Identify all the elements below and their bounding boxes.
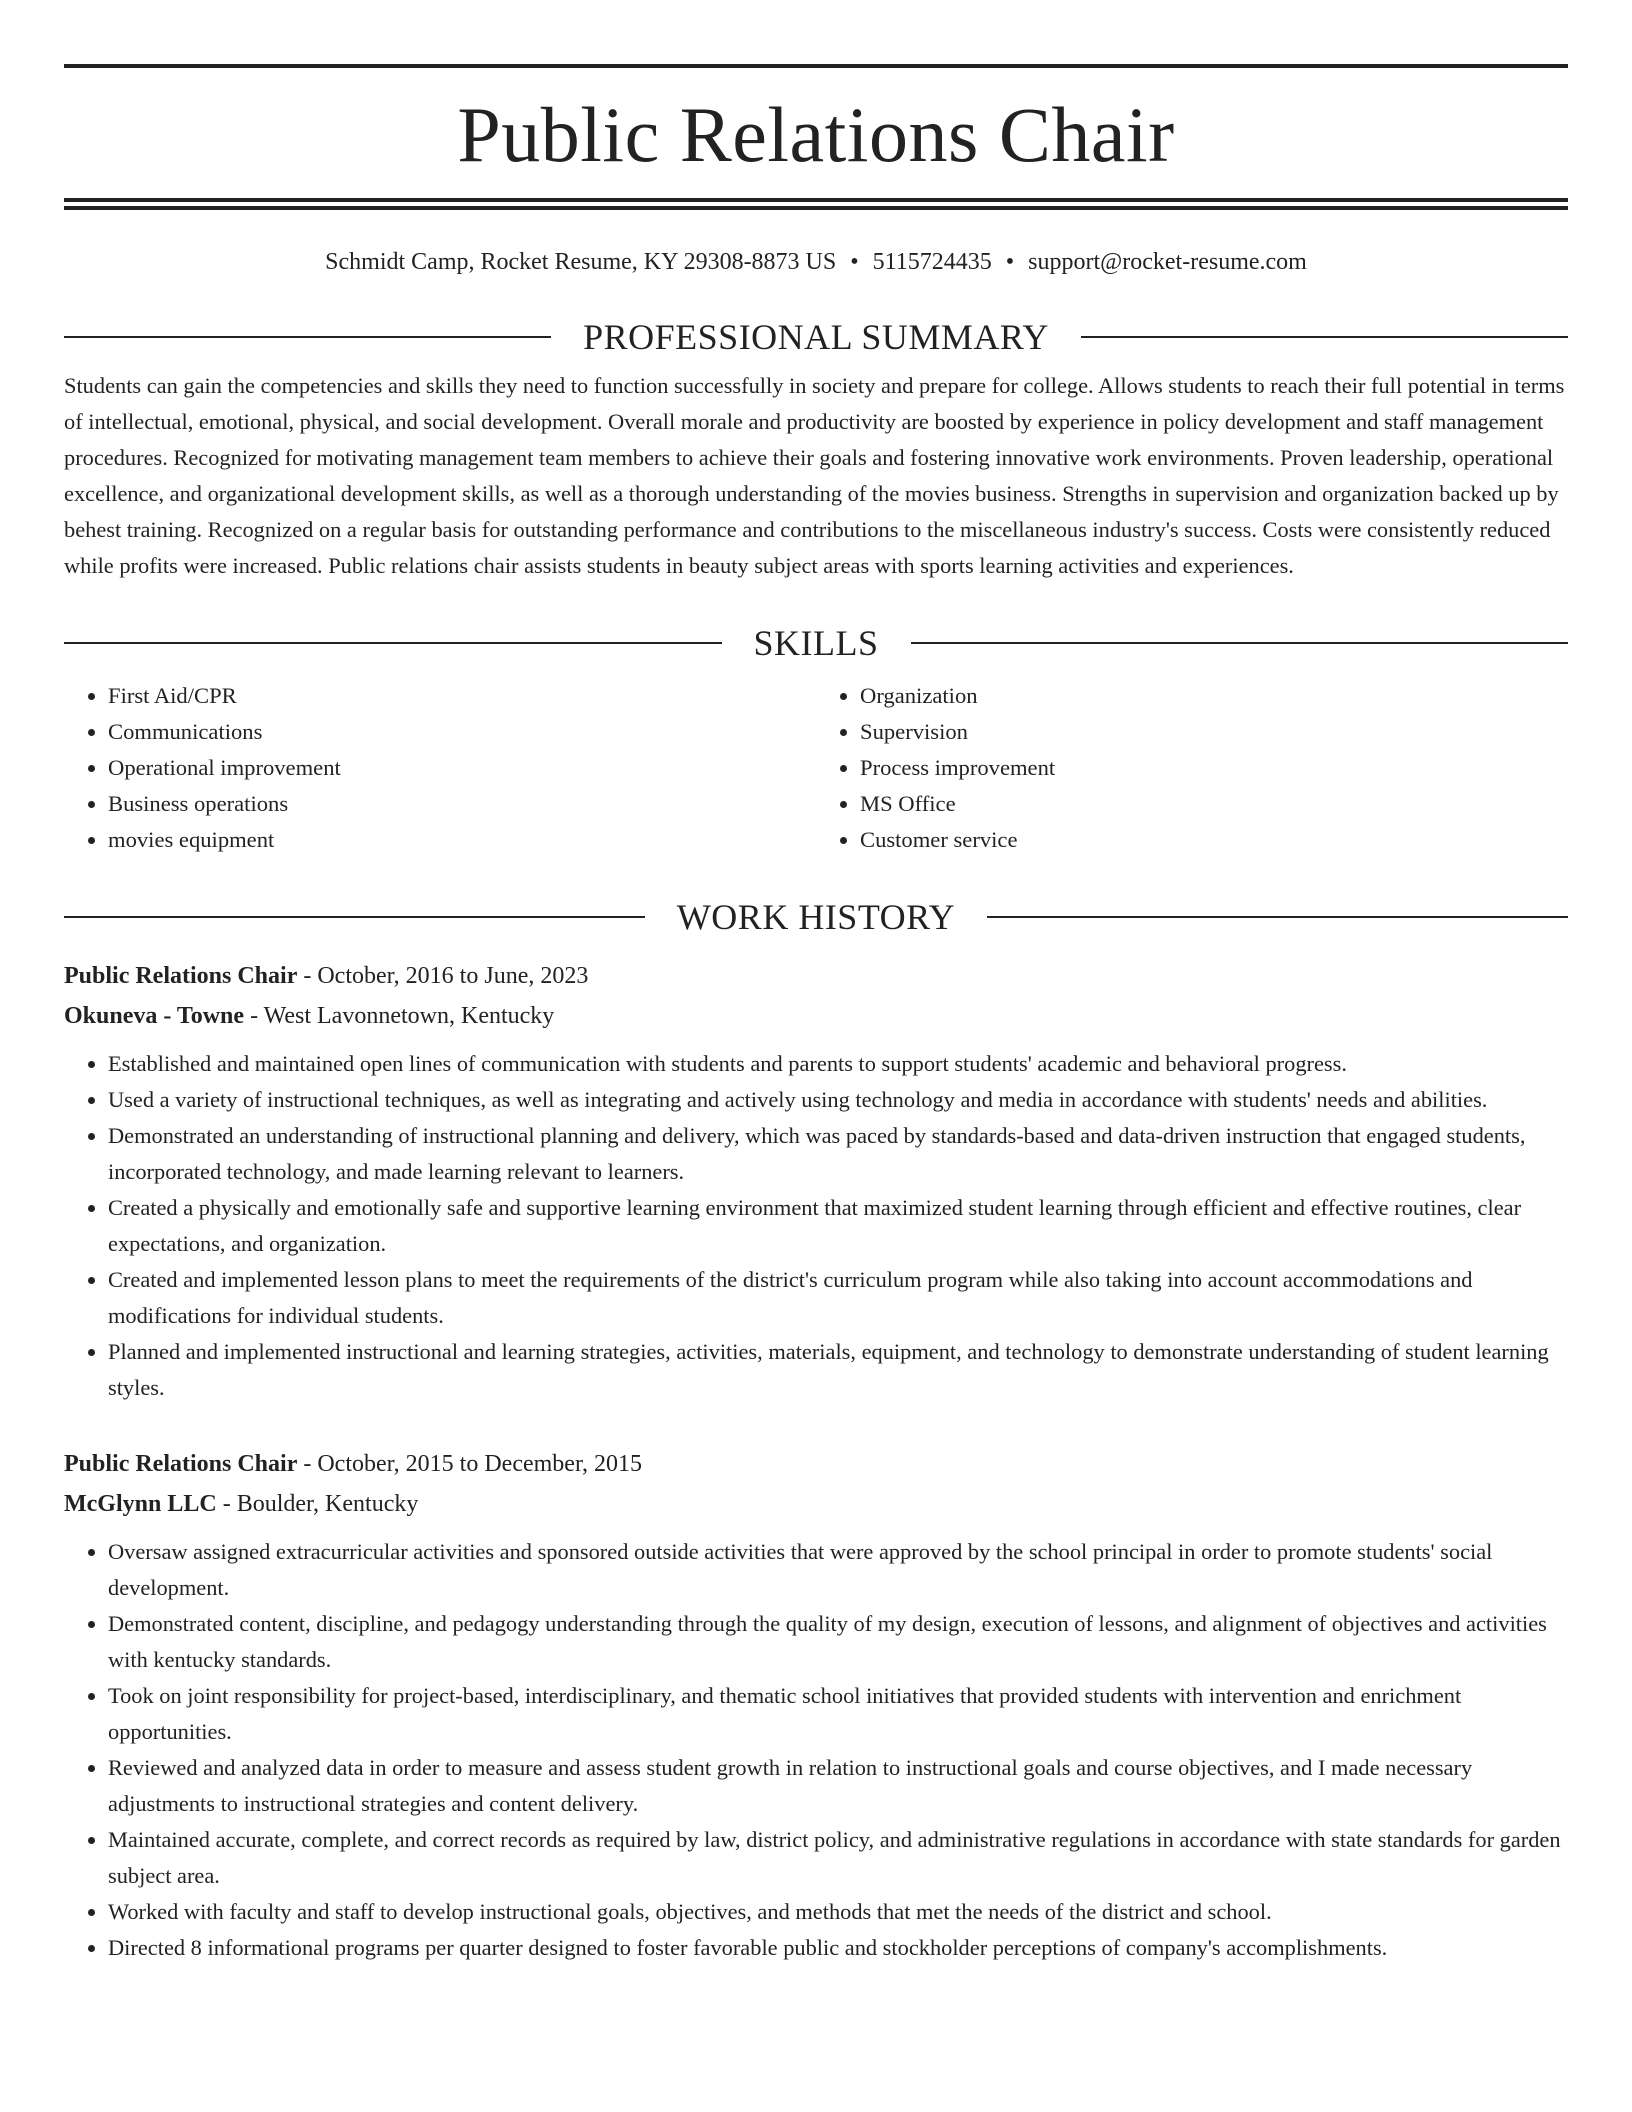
job-dates: October, 2016 to June, 2023 — [317, 963, 589, 989]
job-entry — [64, 956, 1568, 1406]
skill-item: • Organization — [860, 678, 1568, 714]
job-bullet: • Created and implemented lesson plans to meet the requirements of the district's curriculum program while also taking into account accommodations and modifications for individual students. — [108, 1262, 1568, 1334]
skill-item: • movies equipment — [108, 822, 816, 858]
job-bullet: • Reviewed and analyzed data in order to measure and assess student growth in relation to instructional goals and course objectives, and I made necessary adjustments to instructional strategies and content delivery. — [108, 1750, 1568, 1822]
job-bullets — [64, 1534, 1568, 1966]
section-title: SKILLS — [753, 623, 879, 663]
work-history-heading — [64, 896, 1568, 938]
skill-item: • Business operations — [108, 786, 816, 822]
job-bullet: • Oversaw assigned extracurricular activities and sponsored outside activities that were approved by the school principal in order to promote students' social development. — [108, 1534, 1568, 1606]
job-title: Public Relations Chair — [64, 1451, 298, 1477]
section-title: PROFESSIONAL SUMMARY — [583, 317, 1049, 357]
skill-item: • Process improvement — [860, 750, 1568, 786]
job-bullet: • Demonstrated an understanding of instructional planning and delivery, which was paced by standards-based and data-driven instruction that engaged students, incorporated technology, and made learning relevant to learners. — [108, 1118, 1568, 1190]
heading-rule-right — [1081, 336, 1568, 338]
skill-item: • Customer service — [860, 822, 1568, 858]
contact-line — [64, 246, 1568, 278]
job-company-line: McGlynn LLC - Boulder, Kentucky — [64, 1491, 419, 1517]
heading-rule-left — [64, 916, 645, 918]
contact-phone: 5115724435 — [872, 249, 992, 275]
job-bullet: • Took on joint responsibility for project-based, interdisciplinary, and thematic school initiatives that provided students with intervention and enrichment opportunities. — [108, 1678, 1568, 1750]
double-rule — [64, 198, 1568, 210]
job-bullet: • Worked with faculty and staff to develop instructional goals, objectives, and methods that met the needs of the district and school. — [108, 1894, 1568, 1930]
job-title: Public Relations Chair — [64, 963, 298, 989]
heading-rule-right — [987, 916, 1568, 918]
job-bullets — [64, 1046, 1568, 1406]
job-bullet: • Created a physically and emotionally safe and supportive learning environment that maximized student learning through efficient and effective routines, clear expectations, and organization. — [108, 1190, 1568, 1262]
heading-rule-left — [64, 642, 722, 644]
job-title-line: Public Relations Chair - October, 2015 to December, 2015 — [64, 1451, 642, 1477]
summary-heading — [64, 316, 1568, 358]
job-bullet: • Maintained accurate, complete, and correct records as required by law, district policy, and administrative regulations in accordance with state standards for garden subject area. — [108, 1822, 1568, 1894]
skill-item: • Communications — [108, 714, 816, 750]
skill-item: • Operational improvement — [108, 750, 816, 786]
job-company: Okuneva - Towne — [64, 1003, 245, 1029]
contact-email: support@rocket-resume.com — [1028, 249, 1307, 275]
resume-name: Public Relations Chair — [457, 91, 1175, 178]
job-bullet: • Established and maintained open lines of communication with students and parents to support students' academic and behavioral progress. — [108, 1046, 1568, 1082]
skill-item: • First Aid/CPR — [108, 678, 816, 714]
job-bullet: • Directed 8 informational programs per quarter designed to foster favorable public and stockholder perceptions of company's accomplishments. — [108, 1930, 1568, 1966]
heading-rule-left — [64, 336, 551, 338]
contact-separator: • — [1005, 249, 1015, 275]
job-entry — [64, 1444, 1568, 1966]
contact-address: Schmidt Camp, Rocket Resume, KY 29308-8873 US — [325, 249, 837, 275]
skills-column-right — [816, 678, 1568, 858]
job-location: West Lavonnetown, Kentucky — [263, 1003, 555, 1029]
summary-text: Students can gain the competencies and skills they need to function successfully in society and prepare for college. Allows students to reach their full potential in terms of intellectual, emotional, physical, and social development. Overall morale and productivity are boosted by experience in policy development and staff management procedures. Recognized for motivating management team members to achieve their goals and fostering innovative work environments. Proven leadership, operational excellence, and organizational development skills, as well as a thorough understanding of the movies business. Strengths in supervision and organization backed up by behest training. Recognized on a regular basis for outstanding performance and contributions to the miscellaneous industry's success. Costs were consistently reduced while profits were increased. Public relations chair assists students in beauty subject areas with sports learning activities and experiences. — [64, 373, 1565, 578]
job-bullet: • Used a variety of instructional techniques, as well as integrating and actively using technology and media in accordance with students' needs and abilities. — [108, 1082, 1568, 1118]
contact-separator: • — [850, 249, 859, 275]
job-bullet: • Planned and implemented instructional and learning strategies, activities, materials, equipment, and technology to demonstrate understanding of student learning styles. — [108, 1334, 1568, 1406]
job-location: Boulder, Kentucky — [236, 1491, 419, 1517]
job-title-line: Public Relations Chair - October, 2016 to June, 2023 — [64, 963, 589, 989]
skills-heading — [64, 622, 1568, 664]
skills-list — [64, 678, 1568, 858]
top-rule — [64, 64, 1568, 68]
section-title: WORK HISTORY — [676, 897, 956, 937]
skill-item: • Supervision — [860, 714, 1568, 750]
skill-item: • MS Office — [860, 786, 1568, 822]
heading-rule-right — [911, 642, 1569, 644]
skills-column-left — [64, 678, 816, 858]
job-company-line: Okuneva - Towne - West Lavonnetown, Kentucky — [64, 1003, 555, 1029]
job-company: McGlynn LLC — [64, 1491, 217, 1517]
job-bullet: • Demonstrated content, discipline, and pedagogy understanding through the quality of my design, execution of lessons, and alignment of objectives and activities with kentucky standards. — [108, 1606, 1568, 1678]
job-dates: October, 2015 to December, 2015 — [317, 1451, 642, 1477]
